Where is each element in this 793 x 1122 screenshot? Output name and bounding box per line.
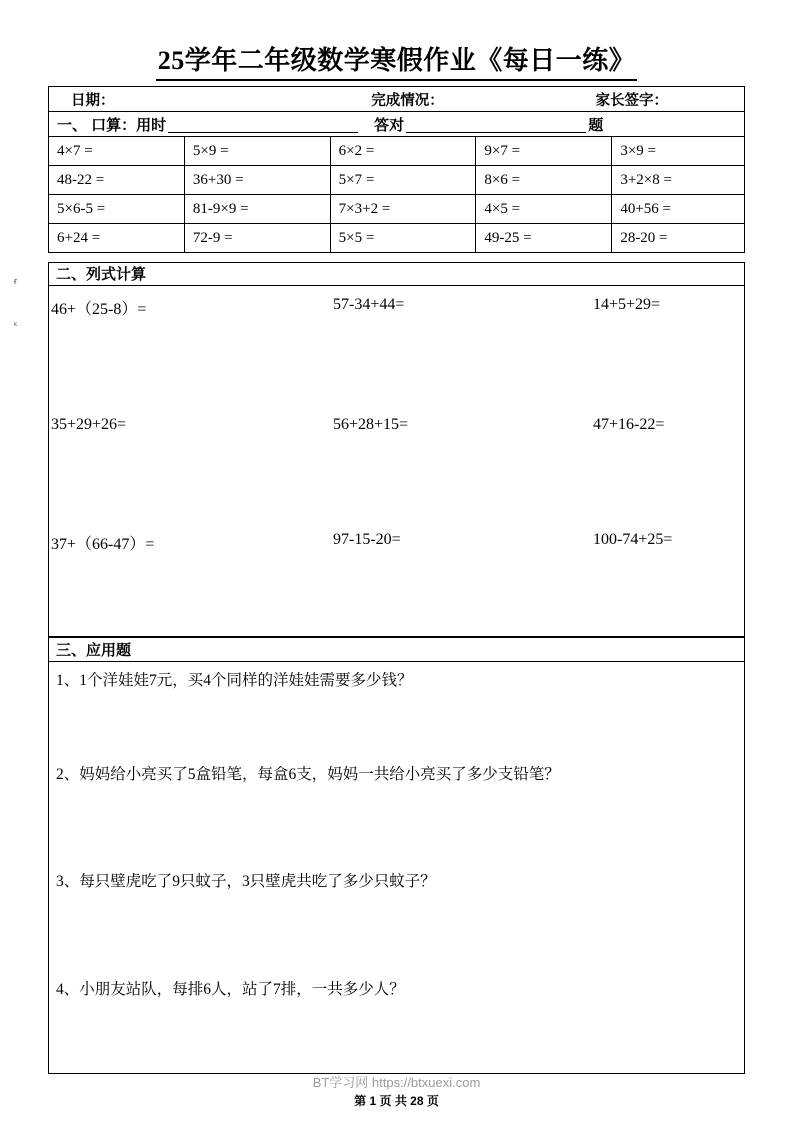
oral-cell[interactable]: 3×9 =	[612, 137, 745, 166]
oral-cell[interactable]: 7×3+2 =	[330, 195, 476, 224]
expression[interactable]: 35+29+26=	[51, 416, 127, 433]
section3-box	[48, 637, 745, 1074]
oral-cell[interactable]: 81-9×9 =	[184, 195, 330, 224]
section1-heading-mid: 答对	[374, 116, 405, 134]
oral-cell[interactable]: 3+2×8 =	[612, 166, 745, 195]
word-problem[interactable]: 3、每只壁虎吃了9只蚊子，3只壁虎共吃了多少只蚊子？	[56, 873, 436, 890]
oral-cell[interactable]: 5×7 =	[330, 166, 476, 195]
oral-cell[interactable]: 6×2 =	[330, 137, 476, 166]
time-blank[interactable]	[168, 116, 358, 133]
margin-mark: ᵏ	[14, 320, 18, 330]
oral-cell[interactable]: 5×5 =	[330, 224, 476, 253]
correct-count-blank[interactable]	[406, 116, 586, 133]
expression[interactable]: 56+28+15=	[333, 416, 409, 433]
page-number: 第 1 页 共 28 页	[354, 1094, 439, 1108]
oral-cell[interactable]: 36+30 =	[184, 166, 330, 195]
expression[interactable]: 14+5+29=	[593, 296, 661, 313]
completion-label: 完成情况：	[371, 92, 444, 109]
signature-label: 家长签字：	[595, 92, 669, 109]
oral-cell[interactable]: 40+56 =	[612, 195, 745, 224]
oral-cell[interactable]: 6+24 =	[49, 224, 185, 253]
oral-cell[interactable]: 48-22 =	[49, 166, 185, 195]
word-problem[interactable]: 4、小朋友站队，每排6人，站了7排，一共多少人？	[56, 981, 405, 998]
table-row	[49, 224, 745, 253]
oral-cell[interactable]: 5×6-5 =	[49, 195, 185, 224]
oral-cell[interactable]: 4×7 =	[49, 137, 185, 166]
section2-problems	[48, 288, 745, 633]
oral-cell[interactable]: 72-9 =	[184, 224, 330, 253]
table-row	[49, 195, 745, 224]
oral-cell[interactable]: 9×7 =	[476, 137, 612, 166]
info-bar	[48, 86, 745, 112]
expression[interactable]: 97-15-20=	[333, 531, 401, 548]
expression[interactable]: 100-74+25=	[593, 531, 673, 548]
oral-calc-table	[48, 136, 745, 253]
section2-heading: 二、列式计算	[48, 262, 745, 286]
oral-cell[interactable]: 49-25 =	[476, 224, 612, 253]
section2-row	[48, 296, 745, 326]
section1-heading-suffix: 题	[588, 116, 604, 134]
table-row	[49, 137, 745, 166]
section3-heading: 三、应用题	[48, 637, 745, 662]
expression[interactable]: 57-34+44=	[333, 296, 405, 313]
oral-cell[interactable]: 8×6 =	[476, 166, 612, 195]
oral-cell[interactable]: 5×9 =	[184, 137, 330, 166]
page-title	[0, 40, 793, 81]
section2-row	[48, 531, 745, 561]
section1-heading	[48, 112, 745, 136]
table-row	[49, 166, 745, 195]
date-label: 日期：	[71, 92, 115, 109]
expression[interactable]: 47+16-22=	[593, 416, 665, 433]
word-problem[interactable]: 2、妈妈给小亮买了5盒铅笔，每盒6支，妈妈一共给小亮买了多少支铅笔？	[56, 766, 560, 783]
expression[interactable]: 46+（25-8）=	[51, 301, 147, 318]
oral-cell[interactable]: 28-20 =	[612, 224, 745, 253]
page-title-text: 25学年二年级数学寒假作业《每日一练》	[156, 40, 638, 81]
word-problem[interactable]: 1、1个洋娃娃7元，买4个同样的洋娃娃需要多少钱？	[56, 672, 413, 689]
oral-cell[interactable]: 4×5 =	[476, 195, 612, 224]
margin-mark: ғ	[14, 276, 18, 286]
expression[interactable]: 37+（66-47）=	[51, 536, 155, 553]
section2-row	[48, 416, 745, 446]
watermark: BT学习网 https://btxuexi.com	[312, 1075, 481, 1090]
section1-heading-prefix: 一、 口算：用时	[57, 116, 167, 134]
